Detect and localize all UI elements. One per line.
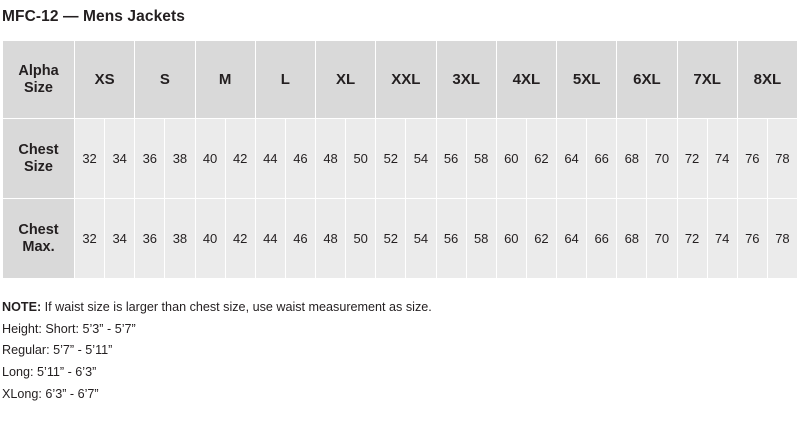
header-alpha-4xl: 4XL (496, 41, 556, 119)
table-cell: 66 (587, 119, 617, 199)
table-cell: 46 (285, 119, 315, 199)
table-cell: 44 (255, 199, 285, 279)
header-alpha-xl: XL (316, 41, 376, 119)
table-cell: 42 (225, 199, 255, 279)
header-alpha-8xl: 8XL (737, 41, 797, 119)
header-alpha-xxl: XXL (376, 41, 436, 119)
table-cell: 60 (496, 199, 526, 279)
table-cell: 42 (225, 119, 255, 199)
table-cell: 58 (466, 119, 496, 199)
header-alpha-xs: XS (75, 41, 135, 119)
table-row (3, 119, 798, 199)
table-cell: 40 (195, 119, 225, 199)
table-cell: 38 (165, 119, 195, 199)
table-cell: 38 (165, 199, 195, 279)
table-cell: 32 (75, 119, 105, 199)
table-cell: 34 (105, 199, 135, 279)
row-label-1: Chest Max. (3, 199, 75, 279)
header-alpha-5xl: 5XL (557, 41, 617, 119)
note-height-long: Long: 5’11” - 6’3” (2, 364, 97, 379)
table-cell: 52 (376, 199, 406, 279)
table-cell: 44 (255, 119, 285, 199)
table-cell: 32 (75, 199, 105, 279)
table-cell: 78 (767, 119, 797, 199)
table-cell: 72 (677, 119, 707, 199)
table-cell: 74 (707, 199, 737, 279)
table-cell: 58 (466, 199, 496, 279)
table-cell: 46 (285, 199, 315, 279)
notes-block (2, 297, 800, 405)
header-alpha-3xl: 3XL (436, 41, 496, 119)
header-alpha-s: S (135, 41, 195, 119)
table-cell: 68 (617, 119, 647, 199)
row-label-0: Chest Size (3, 119, 75, 199)
table-row (3, 199, 798, 279)
page-title: MFC-12 — Mens Jackets (2, 8, 185, 25)
table-cell: 48 (316, 199, 346, 279)
table-cell: 62 (526, 119, 556, 199)
table-cell: 70 (647, 199, 677, 279)
table-cell: 34 (105, 119, 135, 199)
table-cell: 36 (135, 119, 165, 199)
table-cell: 68 (617, 199, 647, 279)
table-cell: 56 (436, 119, 466, 199)
table-cell: 54 (406, 119, 436, 199)
table-cell: 72 (677, 199, 707, 279)
note-height-regular: Regular: 5’7” - 5’11” (2, 343, 113, 358)
note-height-short: Height: Short: 5’3” - 5’7” (2, 321, 136, 336)
table-cell: 62 (526, 199, 556, 279)
table-cell: 76 (737, 199, 767, 279)
note-primary (2, 297, 800, 319)
size-chart-body (3, 41, 798, 279)
table-header-row (3, 41, 798, 119)
table-cell: 40 (195, 199, 225, 279)
size-chart-page (0, 8, 800, 433)
table-cell: 54 (406, 199, 436, 279)
header-alpha-7xl: 7XL (677, 41, 737, 119)
table-cell: 76 (737, 119, 767, 199)
table-cell: 50 (346, 199, 376, 279)
table-cell: 50 (346, 119, 376, 199)
table-cell: 64 (557, 119, 587, 199)
table-cell: 52 (376, 119, 406, 199)
header-alpha-size-label: Alpha Size (3, 41, 75, 119)
note-text: If waist size is larger than chest size, use waist measurement as size. (41, 300, 432, 314)
table-cell: 48 (316, 119, 346, 199)
note-label: NOTE: (2, 300, 42, 314)
table-cell: 78 (767, 199, 797, 279)
table-cell: 66 (587, 199, 617, 279)
header-alpha-l: L (255, 41, 315, 119)
table-cell: 60 (496, 119, 526, 199)
note-height-xlong: XLong: 6’3” - 6’7” (2, 386, 99, 401)
table-cell: 56 (436, 199, 466, 279)
header-alpha-m: M (195, 41, 255, 119)
table-cell: 36 (135, 199, 165, 279)
table-cell: 64 (557, 199, 587, 279)
size-chart-table (2, 40, 798, 279)
header-alpha-6xl: 6XL (617, 41, 677, 119)
table-cell: 74 (707, 119, 737, 199)
table-cell: 70 (647, 119, 677, 199)
